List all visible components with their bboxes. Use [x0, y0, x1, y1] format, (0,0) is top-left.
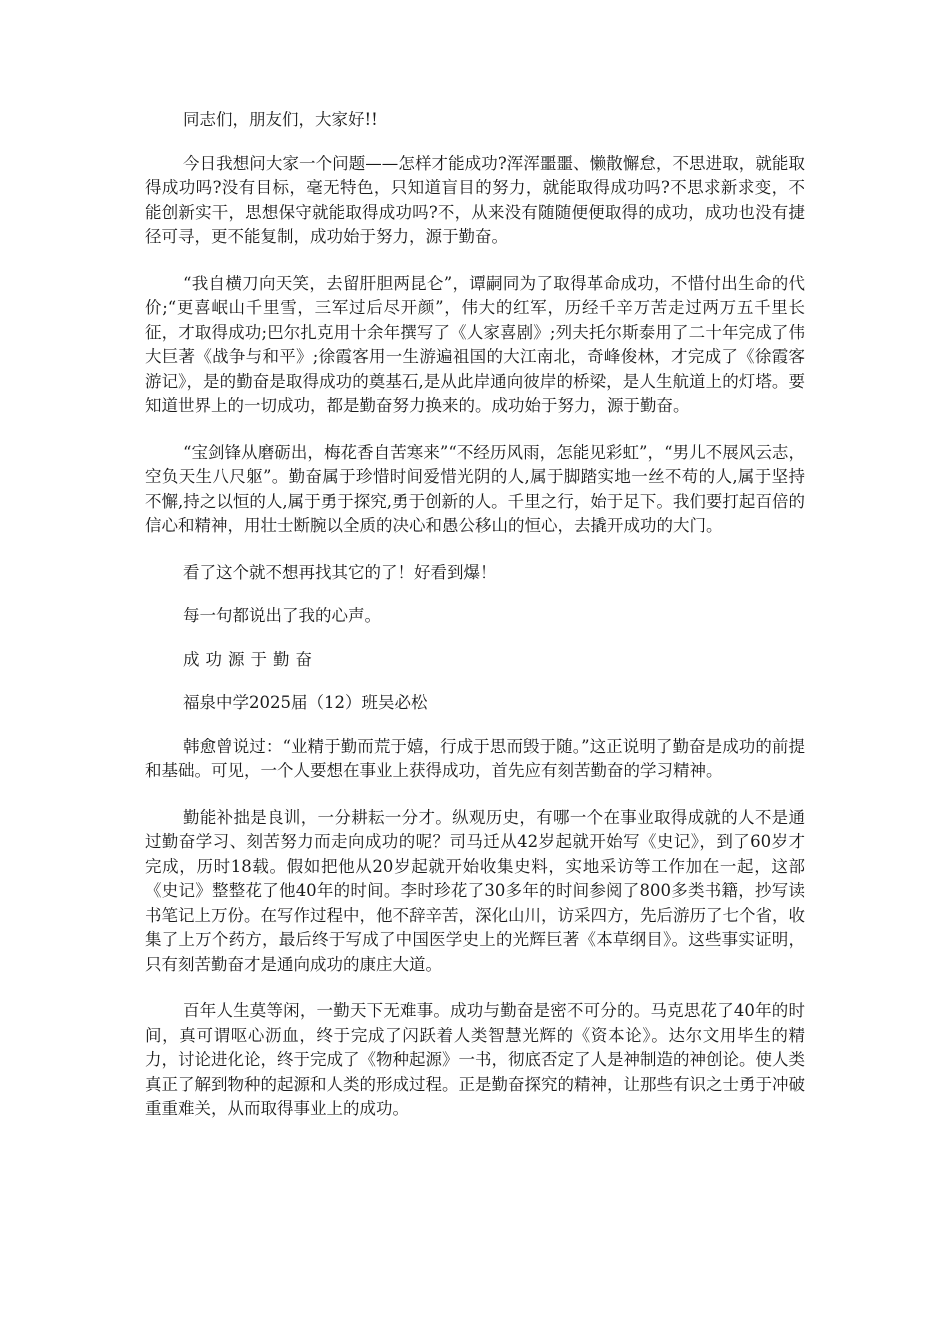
paragraph-2: “我自横刀向天笑，去留肝胆两昆仑”，谭嗣同为了取得革命成功，不惜付出生命的代价;“更喜岷山千里雪，三军过后尽开颜”，伟大的红军，历经千辛万苦走过两万五千里长征，才取得成功;巴尔扎克用十余年撰写了《人家喜剧》;列夫托尔斯泰用了二十年完成了伟大巨著《战争与和平》;徐霞客用一生游遍祖国的大江南北，奇峰俊林，才完成了《徐霞客游记》，是的勤奋是取得成功的奠基石,是从此岸通向彼岸的桥梁，是人生航道上的灯塔。要知道世界上的一切成功，都是勤奋努力换来的。成功始于努力，源于勤奋。: [145, 273, 805, 415]
author-line: 福泉中学2025届（12）班吴必松: [183, 693, 428, 712]
essay-title: 成功源于勤奋: [183, 649, 318, 669]
paragraph-3: “宝剑锋从磨砺出，梅花香自苦寒来”“不经历风雨，怎能见彩虹”，“男儿不展风云志，空负天生八尺躯”。勤奋属于珍惜时间爱惜光阴的人,属于脚踏实地一丝不苟的人,属于坚持不懈,持之以恒的人,属于勇于探究,勇于创新的人。千里之行，始于足下。我们要打起百倍的信心和精神，用壮士断腕以全质的决心和愚公移山的恒心，去撬开成功的大门。: [145, 442, 805, 535]
paragraph-1: 今日我想问大家一个问题——怎样才能成功?浑浑噩噩、懒散懈怠，不思进取，就能取得成功吗?没有目标，毫无特色，只知道盲目的努力，就能取得成功吗?不思求新求变，不能创新实干，思想保守就能取得成功吗?不，从来没有随随便便取得的成功，成功也没有捷径可寻，更不能复制，成功始于努力，源于勤奋。: [145, 153, 805, 246]
greeting: 同志们，朋友们，大家好!!: [183, 110, 378, 129]
document-body: [145, 108, 805, 1144]
paragraph-6: 百年人生莫等闲，一勤天下无难事。成功与勤奋是密不可分的。马克思花了40年的时间，真可谓呕心沥血，终于完成了闪跃着人类智慧光辉的《资本论》。达尔文用毕生的精力，讨论进化论，终于完成了《物种起源》一书，彻底否定了人是神制造的神创论。使人类真正了解到物种的起源和人类的形成过程。正是勤奋探究的精神，让那些有识之士勇于冲破重重难关，从而取得事业上的成功。: [145, 1001, 805, 1118]
paragraph-4: 韩愈曾说过：“业精于勤而荒于嬉，行成于思而毁于随。”这正说明了勤奋是成功的前提和基础。可见，一个人要想在事业上获得成功，首先应有刻苦勤奋的学习精神。: [145, 736, 805, 780]
remark-1: 看了这个就不想再找其它的了！好看到爆！: [183, 562, 497, 582]
paragraph-5: 勤能补拙是良训，一分耕耘一分才。纵观历史，有哪一个在事业取得成就的人不是通过勤奋学习、刻苦努力而走向成功的呢？司马迁从42岁起就开始写《史记》，到了60岁才完成，历时18载。假如把他从20岁起就开始收集史料，实地采访等工作加在一起，这部《史记》整整花了他40年的时间。李时珍花了30多年的时间参阅了800多类书籍，抄写读书笔记上万份。在写作过程中，他不辞辛苦，深化山川，访采四方，先后游历了七个省，收集了上万个药方，最后终于写成了中国医学史上的光辉巨著《本草纲目》。这些事实证明，只有刻苦勤奋才是通向成功的康庄大道。: [145, 807, 805, 974]
remark-2: 每一句都说出了我的心声。: [183, 606, 381, 625]
